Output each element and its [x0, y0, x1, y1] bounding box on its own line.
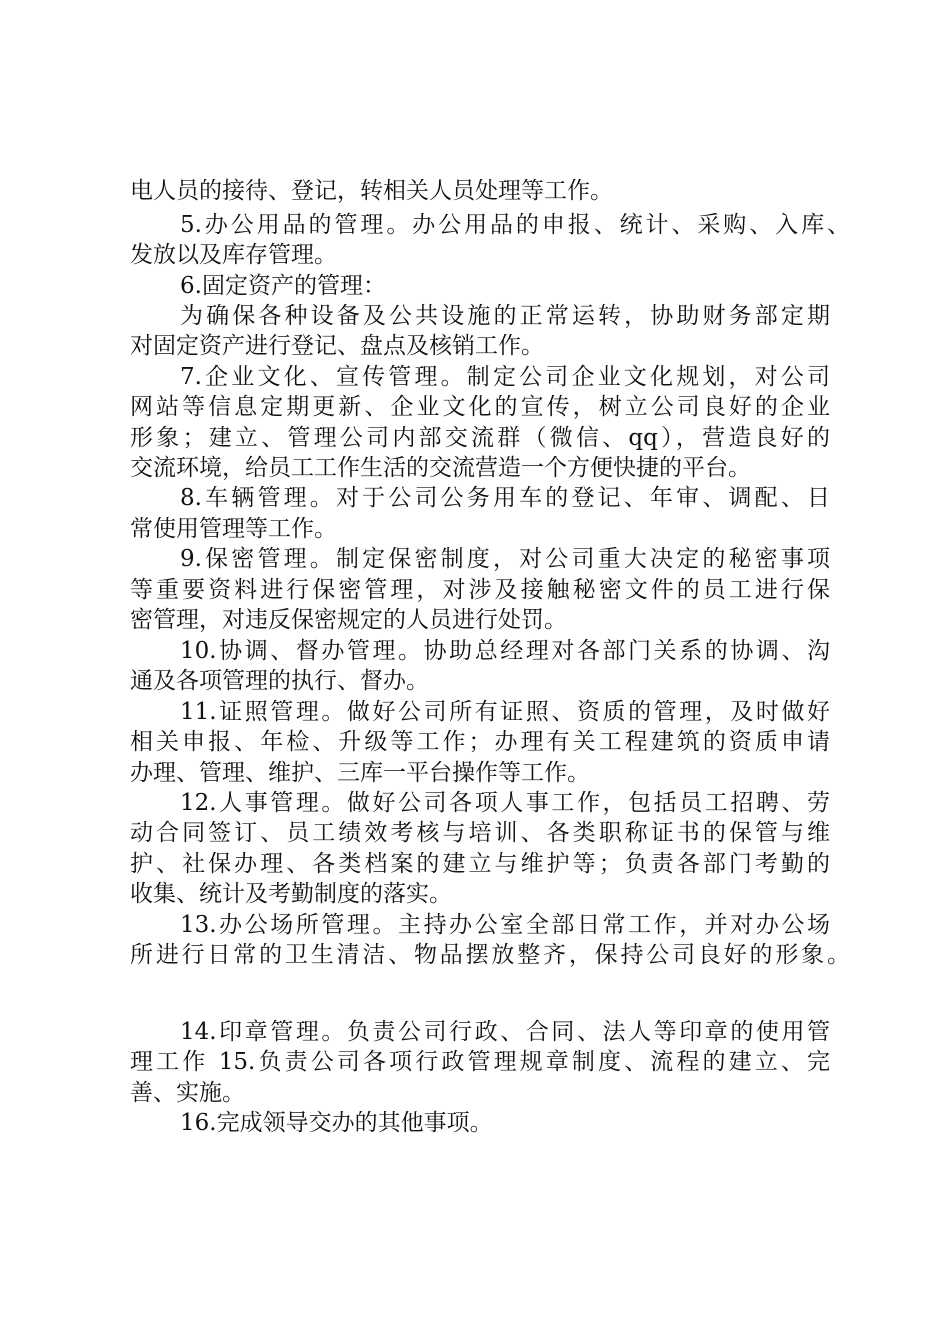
- paragraph-line: 13.办公场所管理。主持办公室全部日常工作，并对办公场: [180, 912, 830, 938]
- paragraph-line: 为确保各种设备及公共设施的正常运转，协助财务部定期: [180, 303, 830, 329]
- paragraph-line: 14.印章管理。负责公司行政、合同、法人等印章的使用管: [180, 1019, 830, 1045]
- paragraph-line: 收集、统计及考勤制度的落实。: [130, 881, 452, 907]
- paragraph-line: 密管理，对违反保密规定的人员进行处罚。: [130, 607, 567, 633]
- paragraph-line: 电人员的接待、登记，转相关人员处理等工作。: [130, 178, 613, 204]
- paragraph-line: 等重要资料进行保密管理，对涉及接触秘密文件的员工进行保: [130, 577, 830, 603]
- paragraph-line: 10.协调、督办管理。协助总经理对各部门关系的协调、沟: [180, 638, 830, 664]
- paragraph-line: 通及各项管理的执行、督办。: [130, 668, 429, 694]
- paragraph-line: 护、社保办理、各类档案的建立与维护等；负责各部门考勤的: [130, 851, 830, 877]
- paragraph-line: 动合同签订、员工绩效考核与培训、各类职称证书的保管与维: [130, 820, 830, 846]
- paragraph-line: 对固定资产进行登记、盘点及核销工作。: [130, 333, 544, 359]
- paragraph-line: 11.证照管理。做好公司所有证照、资质的管理，及时做好: [180, 699, 830, 725]
- paragraph-line: 12.人事管理。做好公司各项人事工作，包括员工招聘、劳: [180, 790, 830, 816]
- paragraph-line: 形象；建立、管理公司内部交流群（微信、qq），营造良好的: [130, 425, 830, 451]
- paragraph-line: 理工作 15.负责公司各项行政管理规章制度、流程的建立、完: [130, 1049, 830, 1075]
- paragraph-line: 8.车辆管理。对于公司公务用车的登记、年审、调配、日: [180, 485, 830, 511]
- paragraph-line: 5.办公用品的管理。办公用品的申报、统计、采购、入库、: [180, 212, 850, 238]
- paragraph-line: 7.企业文化、宣传管理。制定公司企业文化规划，对公司: [180, 364, 830, 390]
- paragraph-line: 交流环境，给员工工作生活的交流营造一个方便快捷的平台。: [130, 455, 751, 481]
- paragraph-line: 9.保密管理。制定保密制度，对公司重大决定的秘密事项: [180, 546, 830, 572]
- paragraph-line: 所进行日常的卫生清洁、物品摆放整齐，保持公司良好的形象。: [130, 942, 850, 968]
- paragraph-line: 相关申报、年检、升级等工作；办理有关工程建筑的资质申请: [130, 729, 830, 755]
- paragraph-line: 16.完成领导交办的其他事项。: [180, 1110, 493, 1136]
- paragraph-line: 网站等信息定期更新、企业文化的宣传，树立公司良好的企业: [130, 394, 830, 420]
- paragraph-line: 发放以及库存管理。: [130, 242, 337, 268]
- paragraph-line: 善、实施。: [130, 1080, 245, 1106]
- paragraph-line: 常使用管理等工作。: [130, 516, 337, 542]
- paragraph-line: 6.固定资产的管理：: [180, 273, 386, 299]
- paragraph-line: 办理、管理、维护、三库一平台操作等工作。: [130, 760, 590, 786]
